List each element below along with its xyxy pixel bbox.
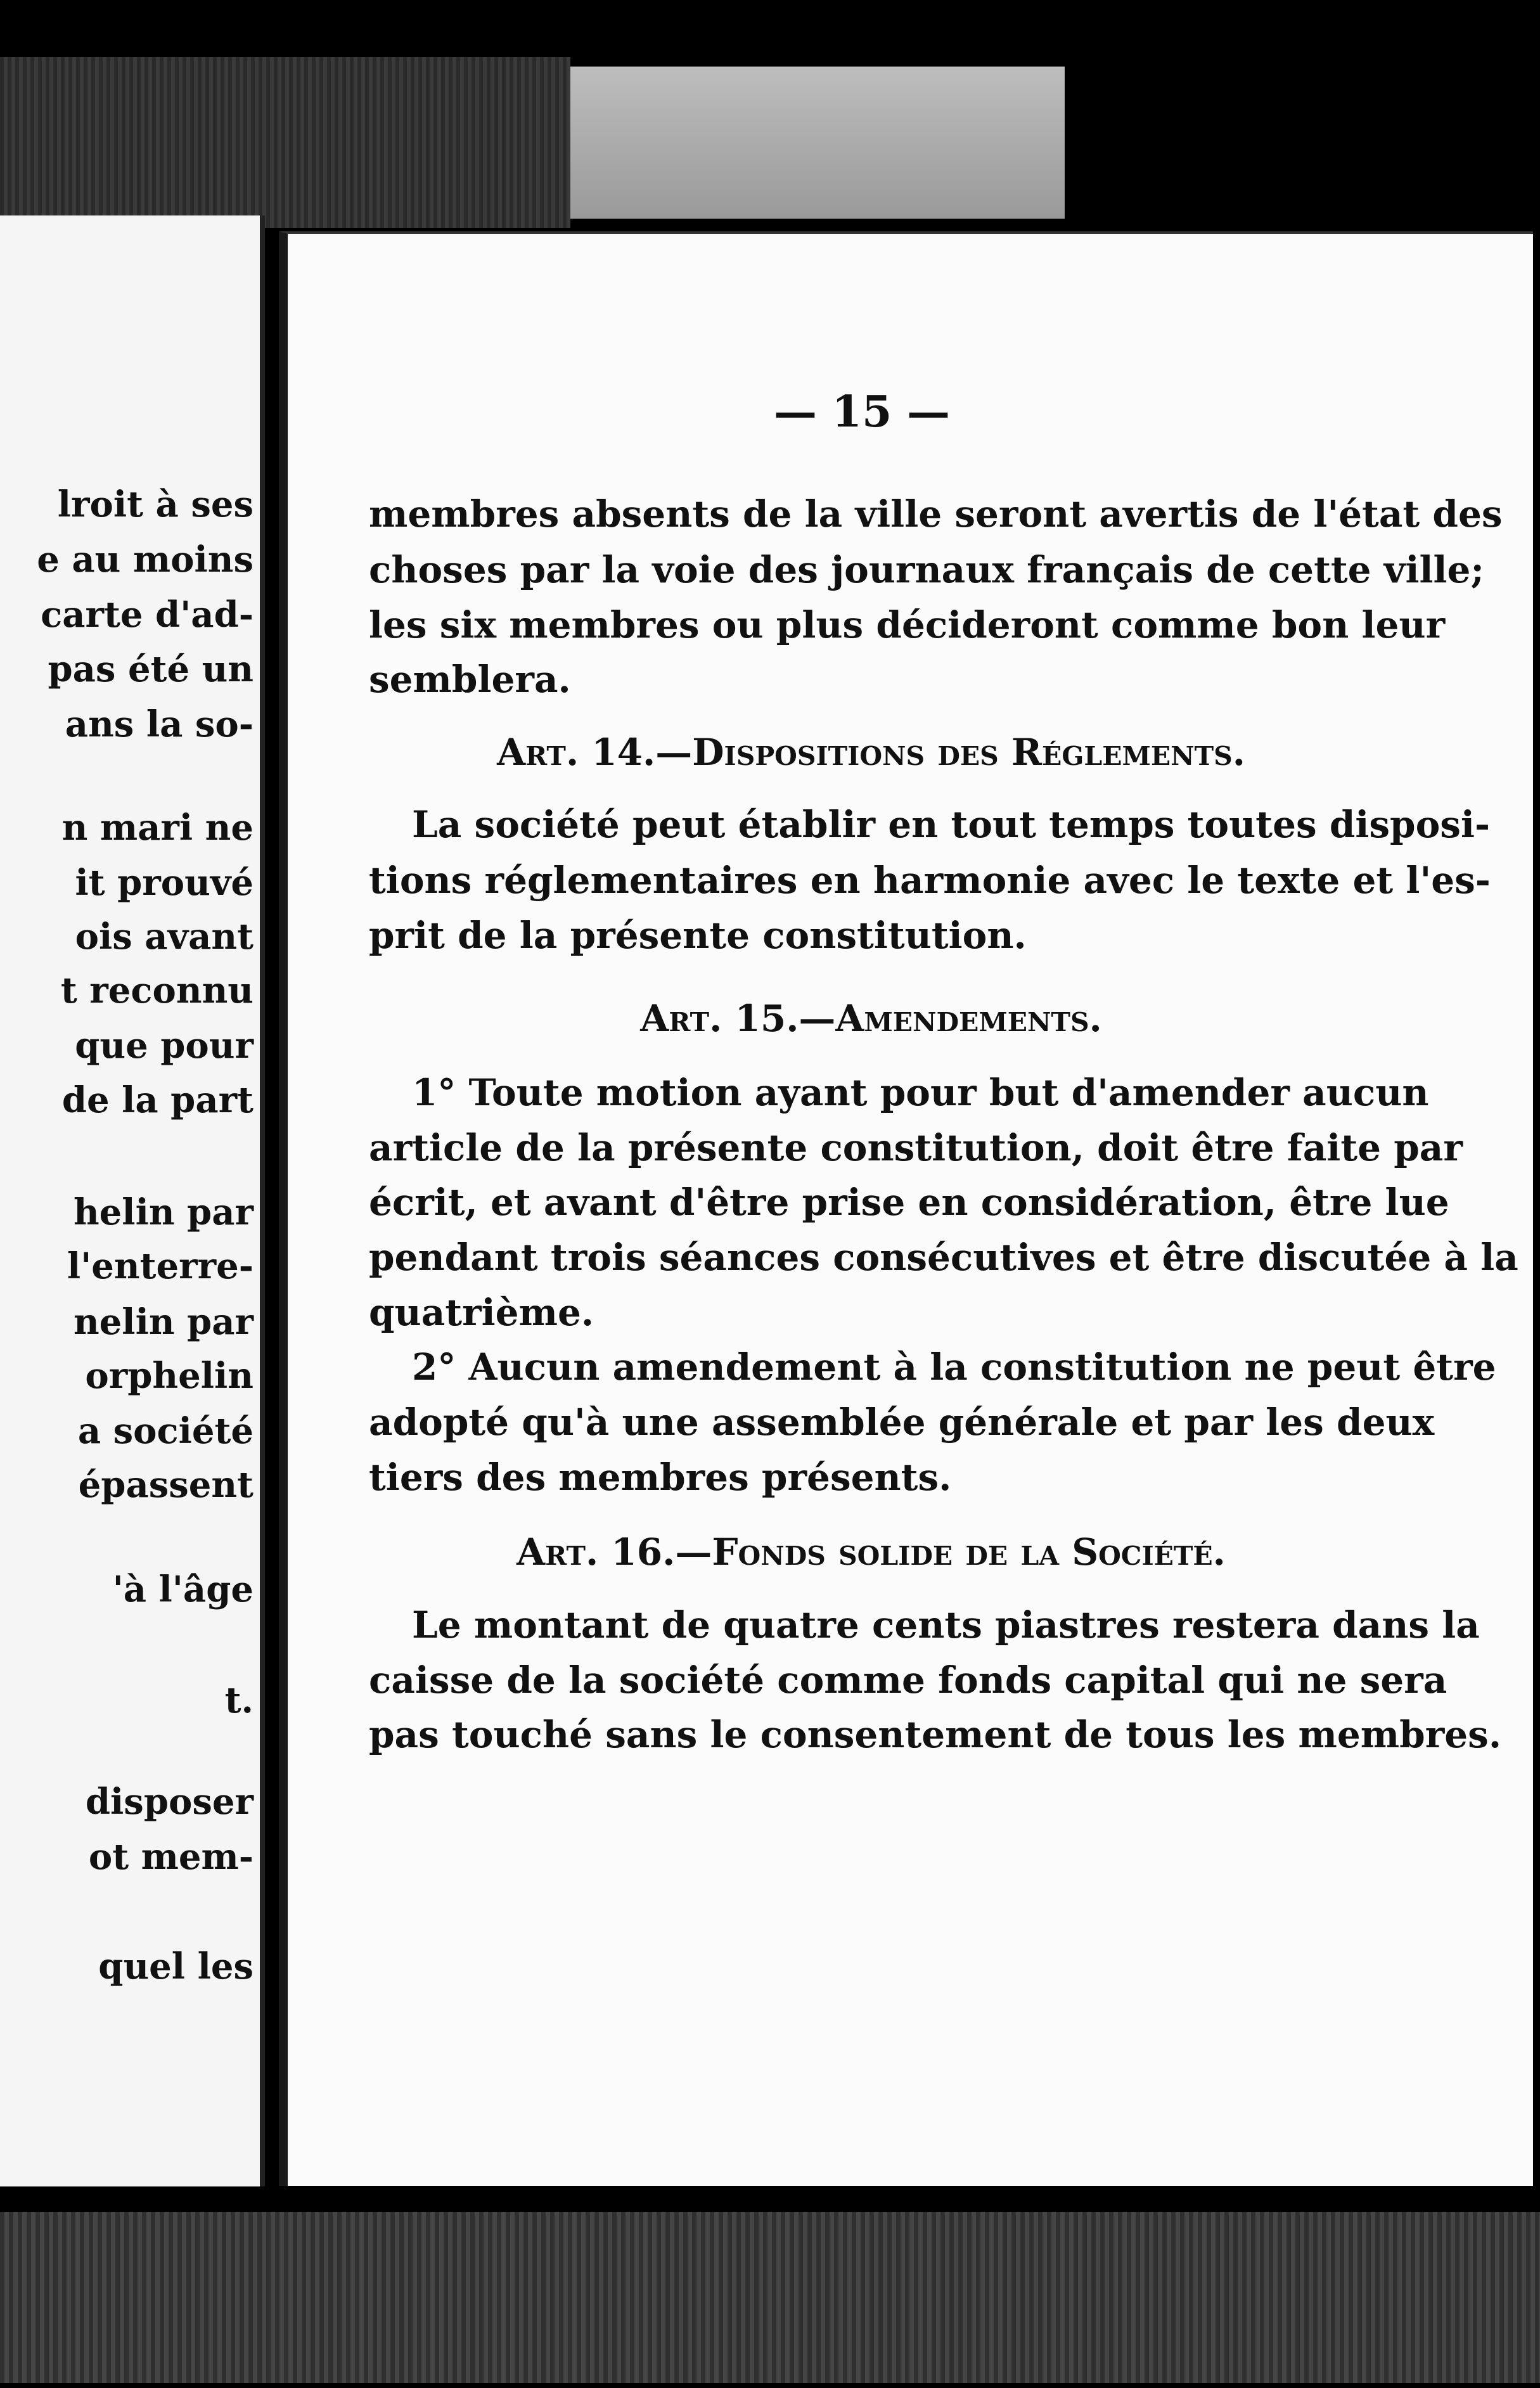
article-14-heading: Art. 14.—Dispositions des Réglements.: [497, 731, 1245, 774]
left-fragment: t reconnu: [60, 970, 253, 1011]
page-number: — 15 —: [774, 387, 950, 437]
text-line: semblera.: [369, 658, 571, 701]
left-fragment: de la part: [61, 1079, 253, 1121]
binding-cloth-bottom: [0, 2212, 1540, 2383]
text-line: Le montant de quatre cents piastres restera dans la: [412, 1603, 1480, 1647]
left-fragment: orphelin: [85, 1355, 253, 1397]
text-line: 2° Aucun amendement à la constitution ne peut être: [412, 1345, 1496, 1389]
text-line: choses par la voie des journaux français de cette ville;: [369, 548, 1484, 591]
text-line: tiers des membres présents.: [369, 1456, 952, 1499]
left-fragment: a société: [77, 1410, 253, 1452]
left-fragment: quel les: [98, 1946, 253, 1987]
text-line: les six membres ou plus décideront comme bon leur: [369, 603, 1446, 646]
left-fragment: 'à l'âge: [112, 1569, 253, 1610]
text-line: pas touché sans le consentement de tous les membres.: [369, 1713, 1502, 1756]
left-fragment: ans la so-: [65, 703, 253, 745]
left-fragment: t.: [224, 1679, 253, 1721]
text-line: 1° Toute motion ayant pour but d'amender aucun: [412, 1071, 1429, 1114]
left-fragment: que pour: [75, 1025, 253, 1067]
binding-cloth-top-right: [570, 67, 1065, 219]
left-fragment: disposer: [85, 1781, 253, 1823]
left-fragment: ois avant: [75, 916, 253, 958]
left-fragment: e au moins: [37, 539, 253, 581]
left-fragment: ot mem-: [88, 1836, 253, 1878]
binding-cloth-top: [0, 57, 570, 228]
left-fragment: n mari ne: [61, 807, 253, 849]
text-line: prit de la présente constitution.: [369, 914, 1027, 957]
left-fragment: lroit à ses: [57, 484, 253, 525]
text-line: quatrième.: [369, 1291, 594, 1334]
text-line: pendant trois séances consécutives et être discutée à la: [369, 1236, 1518, 1279]
left-fragment: it prouvé: [75, 862, 253, 904]
left-fragment: épassent: [78, 1464, 253, 1506]
left-fragment: l'enterre-: [67, 1245, 253, 1287]
article-16-heading: Art. 16.—Fonds solide de la Société.: [517, 1531, 1226, 1574]
text-line: adopté qu'à une assemblée générale et par les deux: [369, 1401, 1435, 1444]
article-15-heading: Art. 15.—Amendements.: [640, 997, 1102, 1040]
text-line: tions réglementaires en harmonie avec le texte et l'es-: [369, 859, 1491, 902]
text-line: caisse de la société comme fonds capital qui ne sera: [369, 1659, 1447, 1702]
text-line: article de la présente constitution, doit être faite par: [369, 1126, 1463, 1169]
text-line: membres absents de la ville seront avertis de l'état des: [369, 492, 1503, 536]
left-fragment: nelin par: [73, 1301, 253, 1343]
text-line: écrit, et avant d'être prise en considération, être lue: [369, 1181, 1449, 1224]
left-page: [0, 215, 265, 2186]
left-fragment: carte d'ad-: [41, 594, 253, 636]
left-fragment: pas été un: [48, 648, 253, 690]
left-fragment: helin par: [73, 1191, 253, 1233]
text-line: La société peut établir en tout temps toutes disposi-: [412, 803, 1491, 846]
